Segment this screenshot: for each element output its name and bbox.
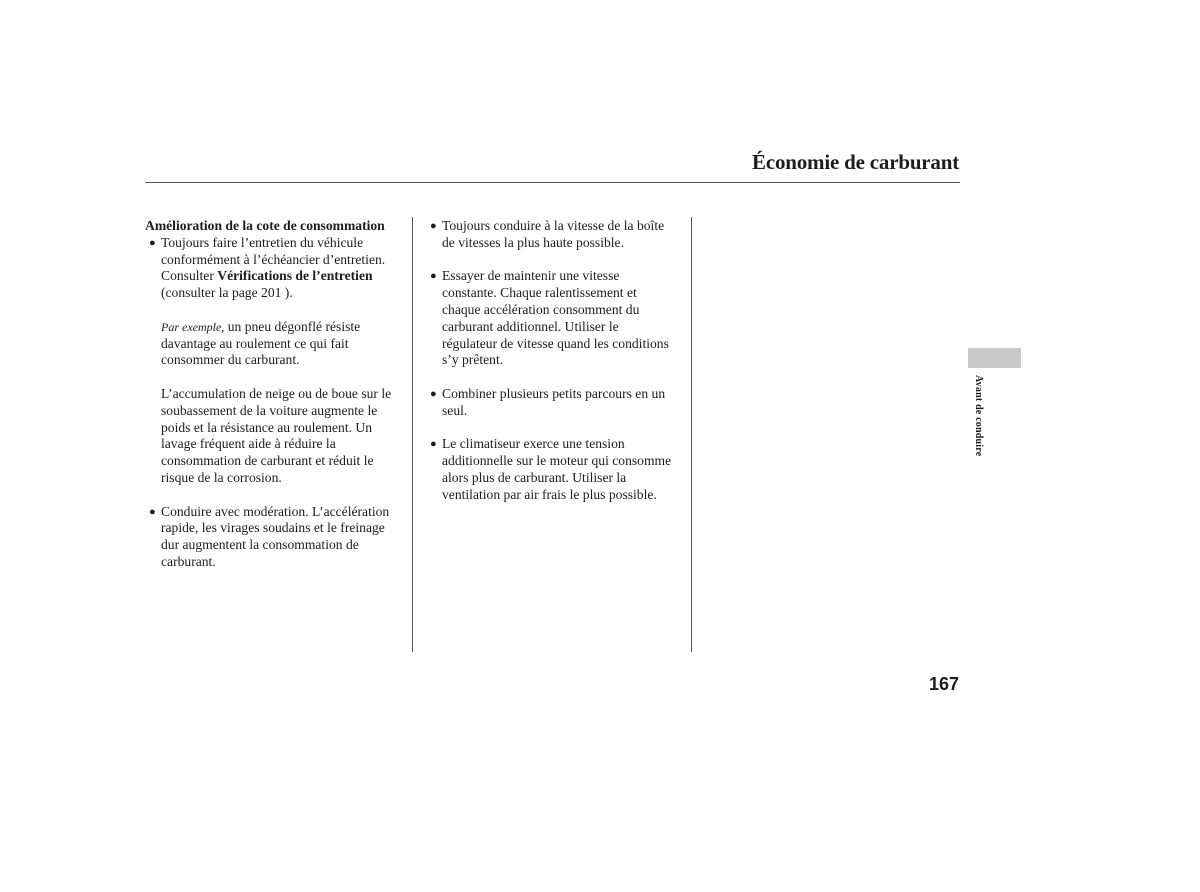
page-title: Économie de carburant (752, 150, 959, 174)
section-tab (968, 348, 1021, 368)
list-item (426, 218, 688, 252)
text-span: Consulter (161, 268, 218, 284)
example-paragraph (145, 319, 410, 369)
text-line: régulateur de vitesse quand les conditions (442, 335, 669, 351)
text-line: Conduire avec modération. L’accélération (161, 503, 390, 519)
text-line: L’accumulation de neige ou de boue sur le (161, 385, 392, 401)
text-line: carburant. (161, 553, 216, 569)
list-item (145, 504, 410, 571)
text-line: davantage au roulement ce qui fait (161, 335, 349, 351)
text-line: poids et la résistance au roulement. Un (161, 419, 373, 435)
bullet-icon: ● (149, 505, 156, 518)
text-line: seul. (442, 402, 468, 418)
section-heading: Amélioration de la cote de consommation (145, 218, 385, 233)
text-line: consommer du carburant. (161, 352, 300, 368)
text-line: Toujours conduire à la vitesse de la boîte (442, 218, 665, 233)
text-line: chaque accélération consomment du (442, 301, 640, 317)
text-span: un pneu dégonflé résiste (224, 318, 361, 334)
section-tab-label: Avant de conduire (973, 375, 984, 457)
list-item (426, 386, 688, 420)
column-divider (412, 217, 413, 652)
text-line (161, 319, 410, 336)
bullet-icon: ● (149, 236, 156, 249)
bullet-icon: ● (430, 387, 437, 400)
text-line: de vitesses la plus haute possible. (442, 234, 624, 250)
text-line: lavage fréquent aide à réduire la (161, 436, 336, 452)
bullet-icon: ● (430, 270, 437, 283)
text-line: rapide, les virages soudains et le freinage (161, 520, 385, 536)
bullet-icon: ● (430, 220, 437, 232)
text-line: additionnelle sur le moteur qui consomme (442, 453, 672, 469)
text-line: Combiner plusieurs petits parcours en un (442, 385, 666, 401)
text-line: (consulter la page 201 ). (161, 285, 293, 301)
example-lead: Par exemple, (161, 319, 225, 334)
text-line: Essayer de maintenir une vitesse (442, 268, 620, 284)
text-line: risque de la corrosion. (161, 469, 282, 485)
text-line: consommation de carburant et réduit le (161, 453, 374, 469)
column-divider (691, 217, 692, 652)
text-line: Toujours faire l’entretien du véhicule (161, 234, 364, 250)
middle-column (426, 218, 688, 504)
list-item (426, 268, 688, 369)
text-line: alors plus de carburant. Utiliser la (442, 469, 627, 485)
list-item (145, 235, 410, 302)
text-line: dur augmentent la consommation de (161, 537, 359, 553)
cross-reference: Vérifications de l’entretien (217, 268, 373, 284)
text-line: constante. Chaque ralentissement et (442, 285, 637, 301)
text-line: conformément à l’échéancier d’entretien. (161, 251, 386, 267)
text-line: ventilation par air frais le plus possible. (442, 486, 657, 502)
left-column (145, 218, 410, 571)
bullet-icon: ● (430, 438, 437, 451)
text-line: soubassement de la voiture augmente le (161, 402, 378, 418)
text-line (161, 268, 410, 285)
page-number: 167 (928, 674, 959, 694)
text-line: carburant additionnel. Utiliser le (442, 318, 619, 334)
text-line: Le climatiseur exerce une tension (442, 436, 625, 452)
text-line: s’y prêtent. (442, 352, 504, 368)
list-item (426, 436, 688, 503)
header-rule (145, 182, 960, 183)
snow-paragraph (145, 386, 410, 487)
